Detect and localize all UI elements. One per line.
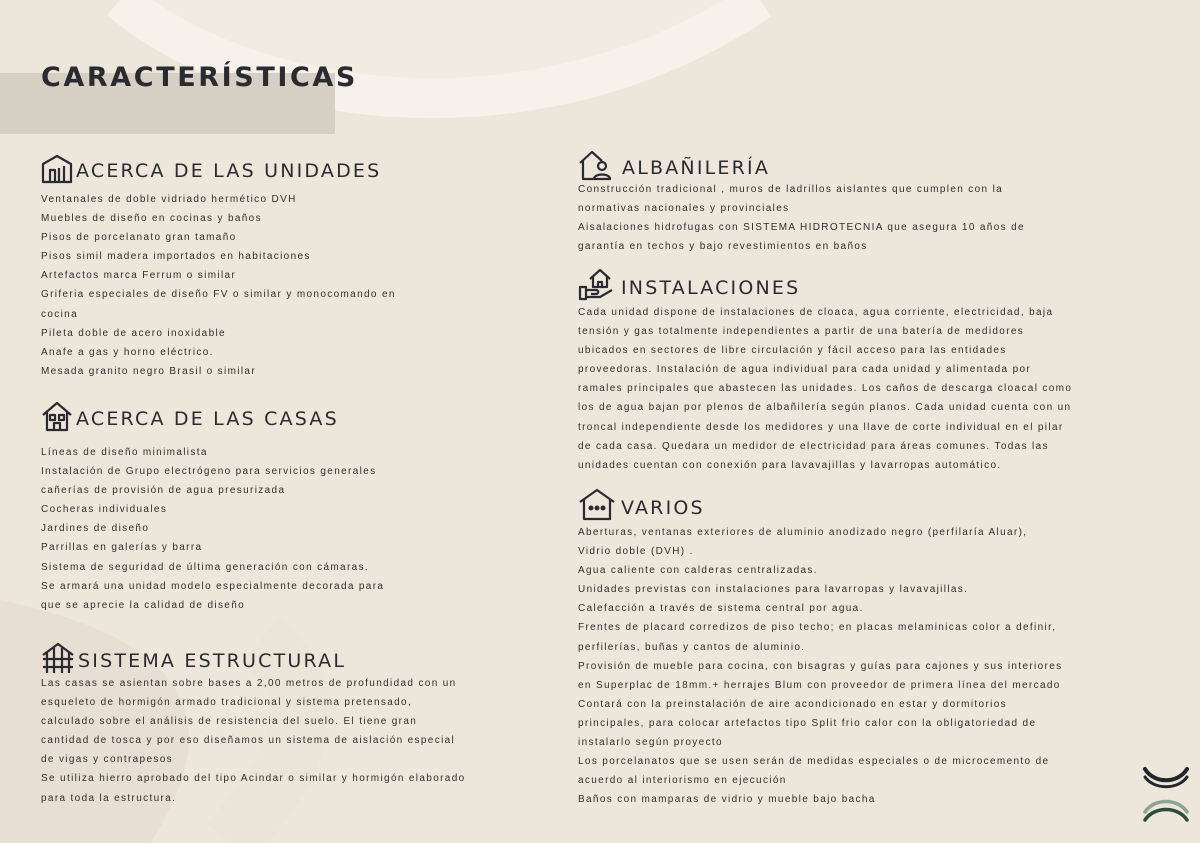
section-varios bbox=[578, 484, 1062, 809]
list-item: Cada unidad dispone de instalaciones de cloaca, agua corriente, electricidad, baja bbox=[578, 307, 1054, 318]
list-item: Frentes de placard corredizos de piso techo; en placas melaminicas color a definir, bbox=[578, 622, 1057, 634]
list-item: Los porcelanatos que se usen serán de medidas especiales o de microcemento de bbox=[578, 756, 1050, 768]
house-dots-icon bbox=[578, 487, 616, 521]
section-title: ALBAÑILERÍA bbox=[622, 157, 771, 179]
section-estructural bbox=[41, 640, 466, 808]
list-item: Se utiliza hierro aprobado del tipo Acindar o similar y hormigón elaborado bbox=[41, 773, 466, 785]
list-item: instalarlo según proyecto bbox=[578, 737, 723, 749]
list-item: Artefactos marca Ferrum o similar bbox=[41, 270, 237, 282]
section-lines bbox=[578, 180, 1025, 256]
list-item: tensión y gas totalmente independientes a partir de una batería de medidores bbox=[578, 326, 1025, 338]
hand-house-icon bbox=[578, 265, 616, 301]
section-title: ACERCA DE LAS CASAS bbox=[76, 408, 339, 430]
list-item: Provisión de mueble para cocina, con bisagras y guías para cajones y sus interiores bbox=[578, 660, 1063, 672]
section-albanileria bbox=[578, 144, 1025, 256]
list-item: cañerías de provisión de agua presurizada bbox=[41, 485, 286, 497]
list-item: Las casas se asientan sobre bases a 2,00 metros de profundidad con un bbox=[41, 678, 457, 689]
section-title: SISTEMA ESTRUCTURAL bbox=[78, 650, 347, 672]
list-item: Parrillas en galerías y barra bbox=[41, 542, 203, 554]
list-item: para toda la estructura. bbox=[41, 792, 177, 804]
list-item: Jardines de diseño bbox=[41, 523, 150, 535]
list-item: Ventanales de doble vidriado hermético DVH bbox=[41, 194, 297, 205]
section-lines bbox=[578, 303, 1072, 475]
list-item: Baños con mamparas de vidrio y mueble bajo bacha bbox=[578, 794, 876, 806]
section-title: INSTALACIONES bbox=[621, 277, 801, 299]
section-unidades bbox=[41, 150, 396, 381]
list-item: acuerdo al interiorismo en ejecución bbox=[578, 775, 787, 787]
list-item: garantía en techos y bajo revestimientos en baños bbox=[578, 241, 868, 253]
section-header bbox=[41, 150, 396, 184]
section-lines bbox=[41, 443, 384, 615]
list-item: Pisos simil madera importados en habitaciones bbox=[41, 251, 311, 263]
section-header bbox=[578, 264, 1072, 301]
section-casas bbox=[41, 398, 384, 615]
list-item: Calefacción a través de sistema central por agua. bbox=[578, 603, 864, 615]
list-item: Aberturas, ventanas exteriores de aluminio anodizado negro (perfilaría Aluar), bbox=[578, 527, 1028, 538]
list-item: ubicados en sectores de libre circulación y fácil acceso para las entidades bbox=[578, 345, 1007, 357]
list-item: cantidad de tosca y por eso diseñamos un sistema de aislación especial bbox=[41, 735, 456, 747]
list-item: proveedoras. Instalación de agua individual para cada unidad y alimentada por bbox=[578, 364, 1032, 376]
list-item: Instalación de Grupo electrógeno para servicios generales bbox=[41, 466, 377, 478]
list-item: Se armará una unidad modelo especialmente decorada para bbox=[41, 580, 385, 592]
list-item: Líneas de diseño minimalista bbox=[41, 447, 208, 458]
list-item: cocina bbox=[41, 308, 79, 320]
list-item: unidades cuentan con conexión para lavavajillas y lavarropas automático. bbox=[578, 459, 1002, 471]
list-item: Cocheras individuales bbox=[41, 504, 168, 516]
page-title: CARACTERÍSTICAS bbox=[41, 62, 358, 93]
list-item: esqueleto de hormigón armado tradicional y sistema pretensado, bbox=[41, 697, 413, 709]
list-item: Agua caliente con calderas centralizadas. bbox=[578, 565, 818, 577]
section-header bbox=[41, 640, 466, 674]
list-item: Contará con la preinstalación de aire acondicionado en estar y dormitorios bbox=[578, 698, 1007, 710]
house-windows-icon bbox=[41, 400, 73, 432]
section-lines bbox=[41, 190, 396, 381]
list-item: de vigas y contrapesos bbox=[41, 754, 173, 766]
list-item: los de agua bajan por plenos de albañilería según planos. Cada unidad cuenta con un bbox=[578, 402, 1072, 414]
list-item: de cada casa. Quedara un medidor de electricidad para áreas comunes. Todas las bbox=[578, 440, 1049, 452]
list-item: normativas nacionales y provinciales bbox=[578, 203, 790, 215]
list-item: Sistema de seguridad de última generación con cámaras. bbox=[41, 561, 370, 573]
section-header bbox=[578, 484, 1062, 521]
list-item: ramales principales que abastecen las unidades. Los caños de descarga cloacal como bbox=[578, 383, 1073, 395]
list-item: Unidades previstas con instalaciones para lavarropas y lavavajillas. bbox=[578, 584, 969, 596]
section-title: ACERCA DE LAS UNIDADES bbox=[76, 160, 382, 182]
list-item: principales, para colocar artefactos tipo Split frio calor con la obligatoriedad de bbox=[578, 717, 1037, 729]
building-icon bbox=[41, 154, 73, 184]
list-item: en Superplac de 18mm.+ herrajes Blum con proveedor de primera línea del mercado bbox=[578, 679, 1061, 691]
section-instalaciones bbox=[578, 264, 1072, 475]
list-item: Construcción tradicional , muros de ladrillos aislantes que cumplen con la bbox=[578, 184, 1004, 195]
list-item: Aisalaciones hidrofugas con SISTEMA HIDROTECNIA que asegura 10 años de bbox=[578, 222, 1025, 234]
section-title: VARIOS bbox=[621, 497, 705, 519]
list-item: Muebles de diseño en cocinas y baños bbox=[41, 213, 262, 225]
list-item: Pisos de porcelanato gran tamaño bbox=[41, 232, 237, 244]
list-item: Vidrio doble (DVH) . bbox=[578, 546, 694, 558]
section-lines bbox=[41, 674, 466, 808]
list-item: Pileta doble de acero inoxidable bbox=[41, 327, 226, 339]
house-person-icon bbox=[578, 149, 612, 181]
section-header bbox=[41, 398, 384, 432]
list-item: Mesada granito negro Brasil o similar bbox=[41, 365, 257, 377]
list-item: perfilerías, buñas y cantos de aluminio. bbox=[578, 641, 806, 653]
list-item: troncal independiente desde los medidores y una llave de corte individual en el pilar bbox=[578, 421, 1064, 433]
list-item: Griferia especiales de diseño FV o similar y monocomando en bbox=[41, 289, 396, 301]
structure-frame-icon bbox=[41, 642, 75, 674]
list-item: calculado sobre el análisis de resistencia del suelo. El tiene gran bbox=[41, 716, 418, 728]
list-item: que se aprecie la calidad de diseño bbox=[41, 599, 246, 611]
section-lines bbox=[578, 523, 1062, 809]
section-header bbox=[578, 144, 1025, 181]
list-item: Anafe a gas y horno eléctrico. bbox=[41, 346, 214, 358]
brand-arcs-logo bbox=[1140, 764, 1192, 826]
